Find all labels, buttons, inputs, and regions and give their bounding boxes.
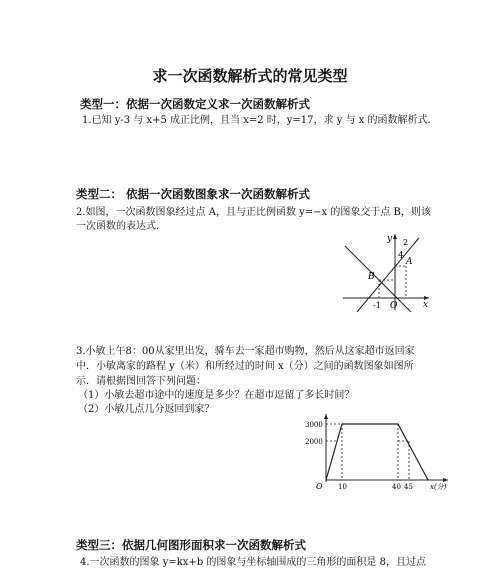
function-graph-q2 xyxy=(335,228,435,312)
section-heading-type2: 类型二： 依据一次函数图象求一次函数解析式 xyxy=(76,187,311,201)
label-neg1: -1 xyxy=(373,301,381,310)
x-axis-label: x xyxy=(423,300,429,310)
question-4-partial: 4.一次函数的图象 y=kx+b 的图象与坐标轴围成的三角形的面积是 8，且过点 xyxy=(80,557,426,568)
label-4: 4 xyxy=(398,251,404,261)
section-heading-type3: 类型三：依据几何图形面积求一次函数解析式 xyxy=(76,538,306,552)
point-b-label: B xyxy=(368,272,375,282)
y-axis-label: y xyxy=(387,234,393,244)
x-tick-10: 10 xyxy=(338,483,347,491)
question-3-line3: 示．请根据图回答下列问题： xyxy=(76,376,206,387)
question-3-line1: 3.小敏上午8：00从家里出发，骑车去一家超市购物，然后从这家超市返回家 xyxy=(76,346,415,357)
x-tick-45: 45 xyxy=(404,483,413,491)
label-2: 2 xyxy=(403,238,409,247)
origin-label: O xyxy=(390,301,398,311)
origin-label: O xyxy=(316,482,323,491)
x-axis-label: x(分) xyxy=(430,483,447,491)
y-tick-3000: 3000 xyxy=(305,421,323,429)
question-3-sub1: （1）小敏去超市途中的速度是多少？在超市逗留了多长时间？ xyxy=(78,390,355,401)
question-3-sub2: （2）小敏几点几分返回到家？ xyxy=(78,404,215,415)
question-1: 1.已知 y-3 与 x+5 成正比例，且当 x=2 时，y=17，求 y 与 x 的函数解析式. xyxy=(82,115,431,126)
page-title: 求一次函数解析式的常见类型 xyxy=(152,67,348,85)
question-2-line1: 2.如图，一次函数图象经过点 A，且与正比例函数 y=−x 的图象交于点 B，则该 xyxy=(76,207,431,218)
question-3-line2: 中．小敏离家的路程 y（米）和所经过的时间 x（分）之间的函数图象如图所 xyxy=(76,361,414,372)
distance-time-graph xyxy=(300,412,460,492)
point-a-label: A xyxy=(406,257,413,267)
question-2-line2: 一次函数的表达式. xyxy=(76,221,160,232)
y-tick-2000: 2000 xyxy=(305,438,323,446)
section-heading-type1: 类型一：依据一次函数定义求一次函数解析式 xyxy=(80,97,310,111)
x-tick-40: 40 xyxy=(392,483,401,491)
